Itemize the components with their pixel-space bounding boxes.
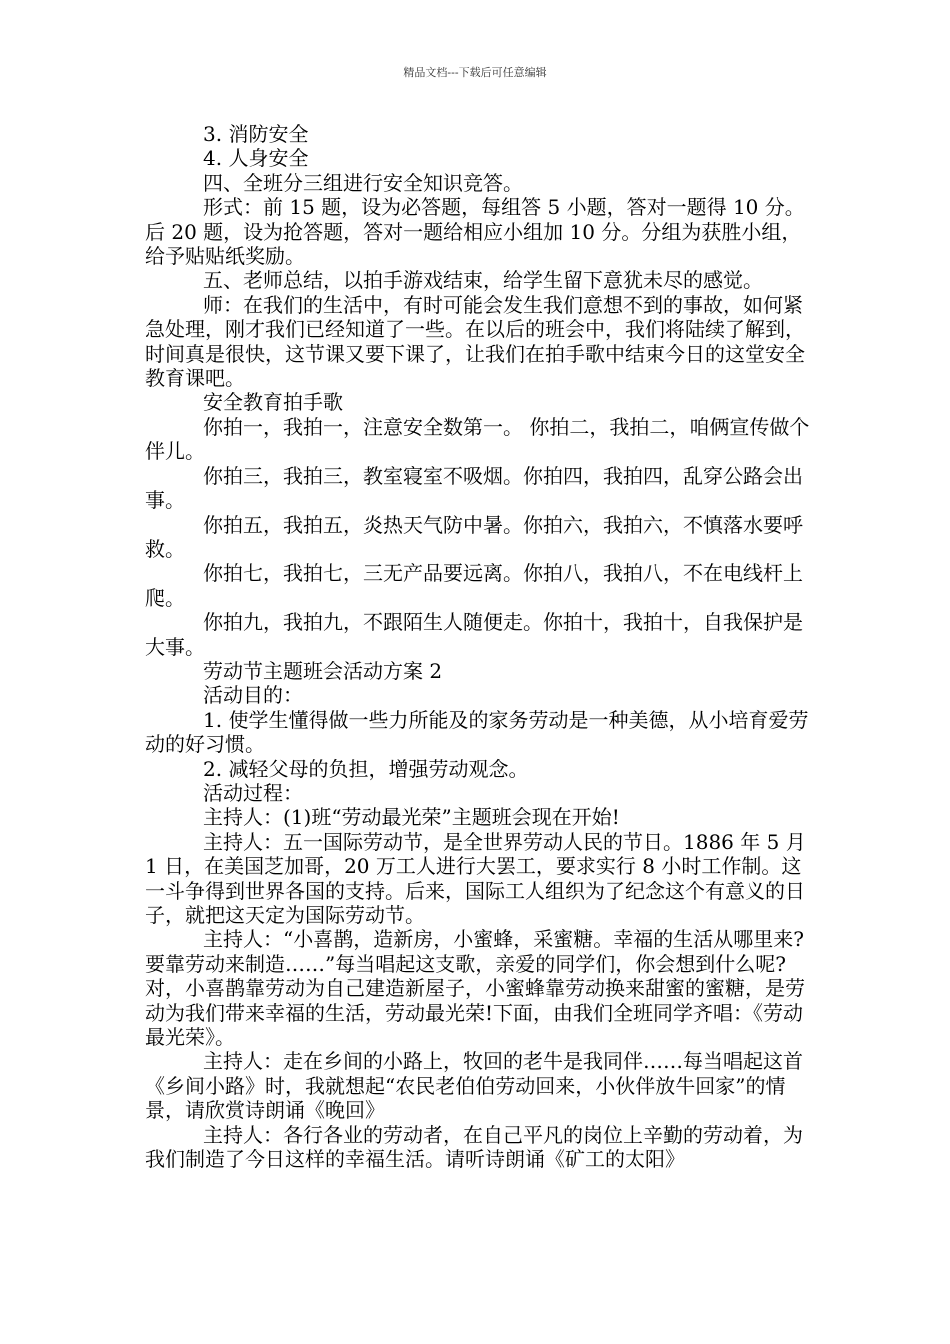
paragraph: 你拍七，我拍七，三无产品要远离。你拍八，我拍八，不在电线杆上爬。	[145, 561, 803, 610]
paragraph: 主持人：(1)班“劳动最光荣”主题班会现在开始!	[203, 805, 620, 830]
paragraph: 四、全班分三组进行安全知识竞答。	[203, 170, 523, 195]
paragraph: 主持人：五一国际劳动节，是全世界劳动人民的节日。1886 年 5 月 1 日，在美国芝加哥，20 万工人进行大罢工，要求实行 8 小时工作制。这一斗争得到世界各国的支持。后来，国际工人组织为了纪念这个有意义的日子，就把这天定为国际劳动节。	[145, 829, 806, 927]
paragraph: 活动目的：	[203, 683, 303, 708]
paragraph: 你拍一，我拍一，注意安全数第一。 你拍二，我拍二，咱俩宣传做个伴儿。	[145, 414, 810, 464]
section-title: 安全教育拍手歌	[203, 390, 343, 415]
paragraph: 主持人：“小喜鹊，造新房，小蜜蜂，采蜜糖。幸福的生活从哪里来?要靠劳动来制造……”每当唱起这支歌，亲爱的同学们，你会想到什么呢?对，小喜鹊靠劳动为自己建造新屋子，小蜜蜂靠劳动换来甜蜜的蜜糖，是劳动为我们带来幸福的生活，劳动最光荣!下面，由我们全班同学齐唱：《劳动最光荣》。	[145, 927, 805, 1050]
paragraph: 活动过程：	[203, 780, 303, 805]
paragraph: 师：在我们的生活中，有时可能会发生我们意想不到的事故，如何紧急处理，刚才我们已经知道了一些。在以后的班会中，我们将陆续了解到，时间真是很快，这节课又要下课了，让我们在拍手歌中结束今日的这堂安全教育课吧。	[145, 292, 805, 391]
paragraph: 你拍三，我拍三，教室寝室不吸烟。你拍四，我拍四，乱穿公路会出事。	[145, 463, 803, 513]
paragraph: 主持人：走在乡间的小路上，牧回的老牛是我同伴……每当唱起这首《乡间小路》时，我就想起“农民老伯伯劳动回来，小伙伴放牛回家”的情景，请欣赏诗朗诵《晚回》	[145, 1049, 803, 1123]
paragraph: 你拍五，我拍五，炎热天气防中暑。你拍六，我拍六，不慎落水要呼救。	[145, 512, 803, 561]
paragraph: 主持人：各行各业的劳动者，在自己平凡的岗位上辛勤的劳动着，为我们制造了今日这样的幸福生活。请听诗朗诵《矿工的太阳》	[145, 1122, 803, 1172]
paragraph: 3. 消防安全	[203, 122, 309, 146]
paragraph: 4. 人身安全	[203, 146, 309, 171]
paragraph: 1. 使学生懂得做一些力所能及的家务劳动是一种美德，从小培育爱劳动的好习惯。	[145, 707, 809, 757]
page-header: 精品文档---下载后可任意编辑	[403, 66, 547, 79]
paragraph: 2. 减轻父母的负担，增强劳动观念。	[203, 756, 529, 781]
paragraph: 形式：前 15 题，设为必答题，每组答 5 小题，答对一题得 10 分。后 20 题，设为抢答题，答对一题给相应小组加 10 分。分组为获胜小组，给予贴贴纸奖励。	[145, 195, 805, 269]
section-title: 劳动节主题班会活动方案 2	[203, 658, 443, 683]
paragraph: 五、老师总结，以拍手游戏结束，给学生留下意犹未尽的感觉。	[203, 268, 763, 293]
document-body	[145, 122, 815, 1171]
paragraph: 你拍九，我拍九，不跟陌生人随便走。你拍十，我拍十，自我保护是大事。	[145, 610, 803, 659]
